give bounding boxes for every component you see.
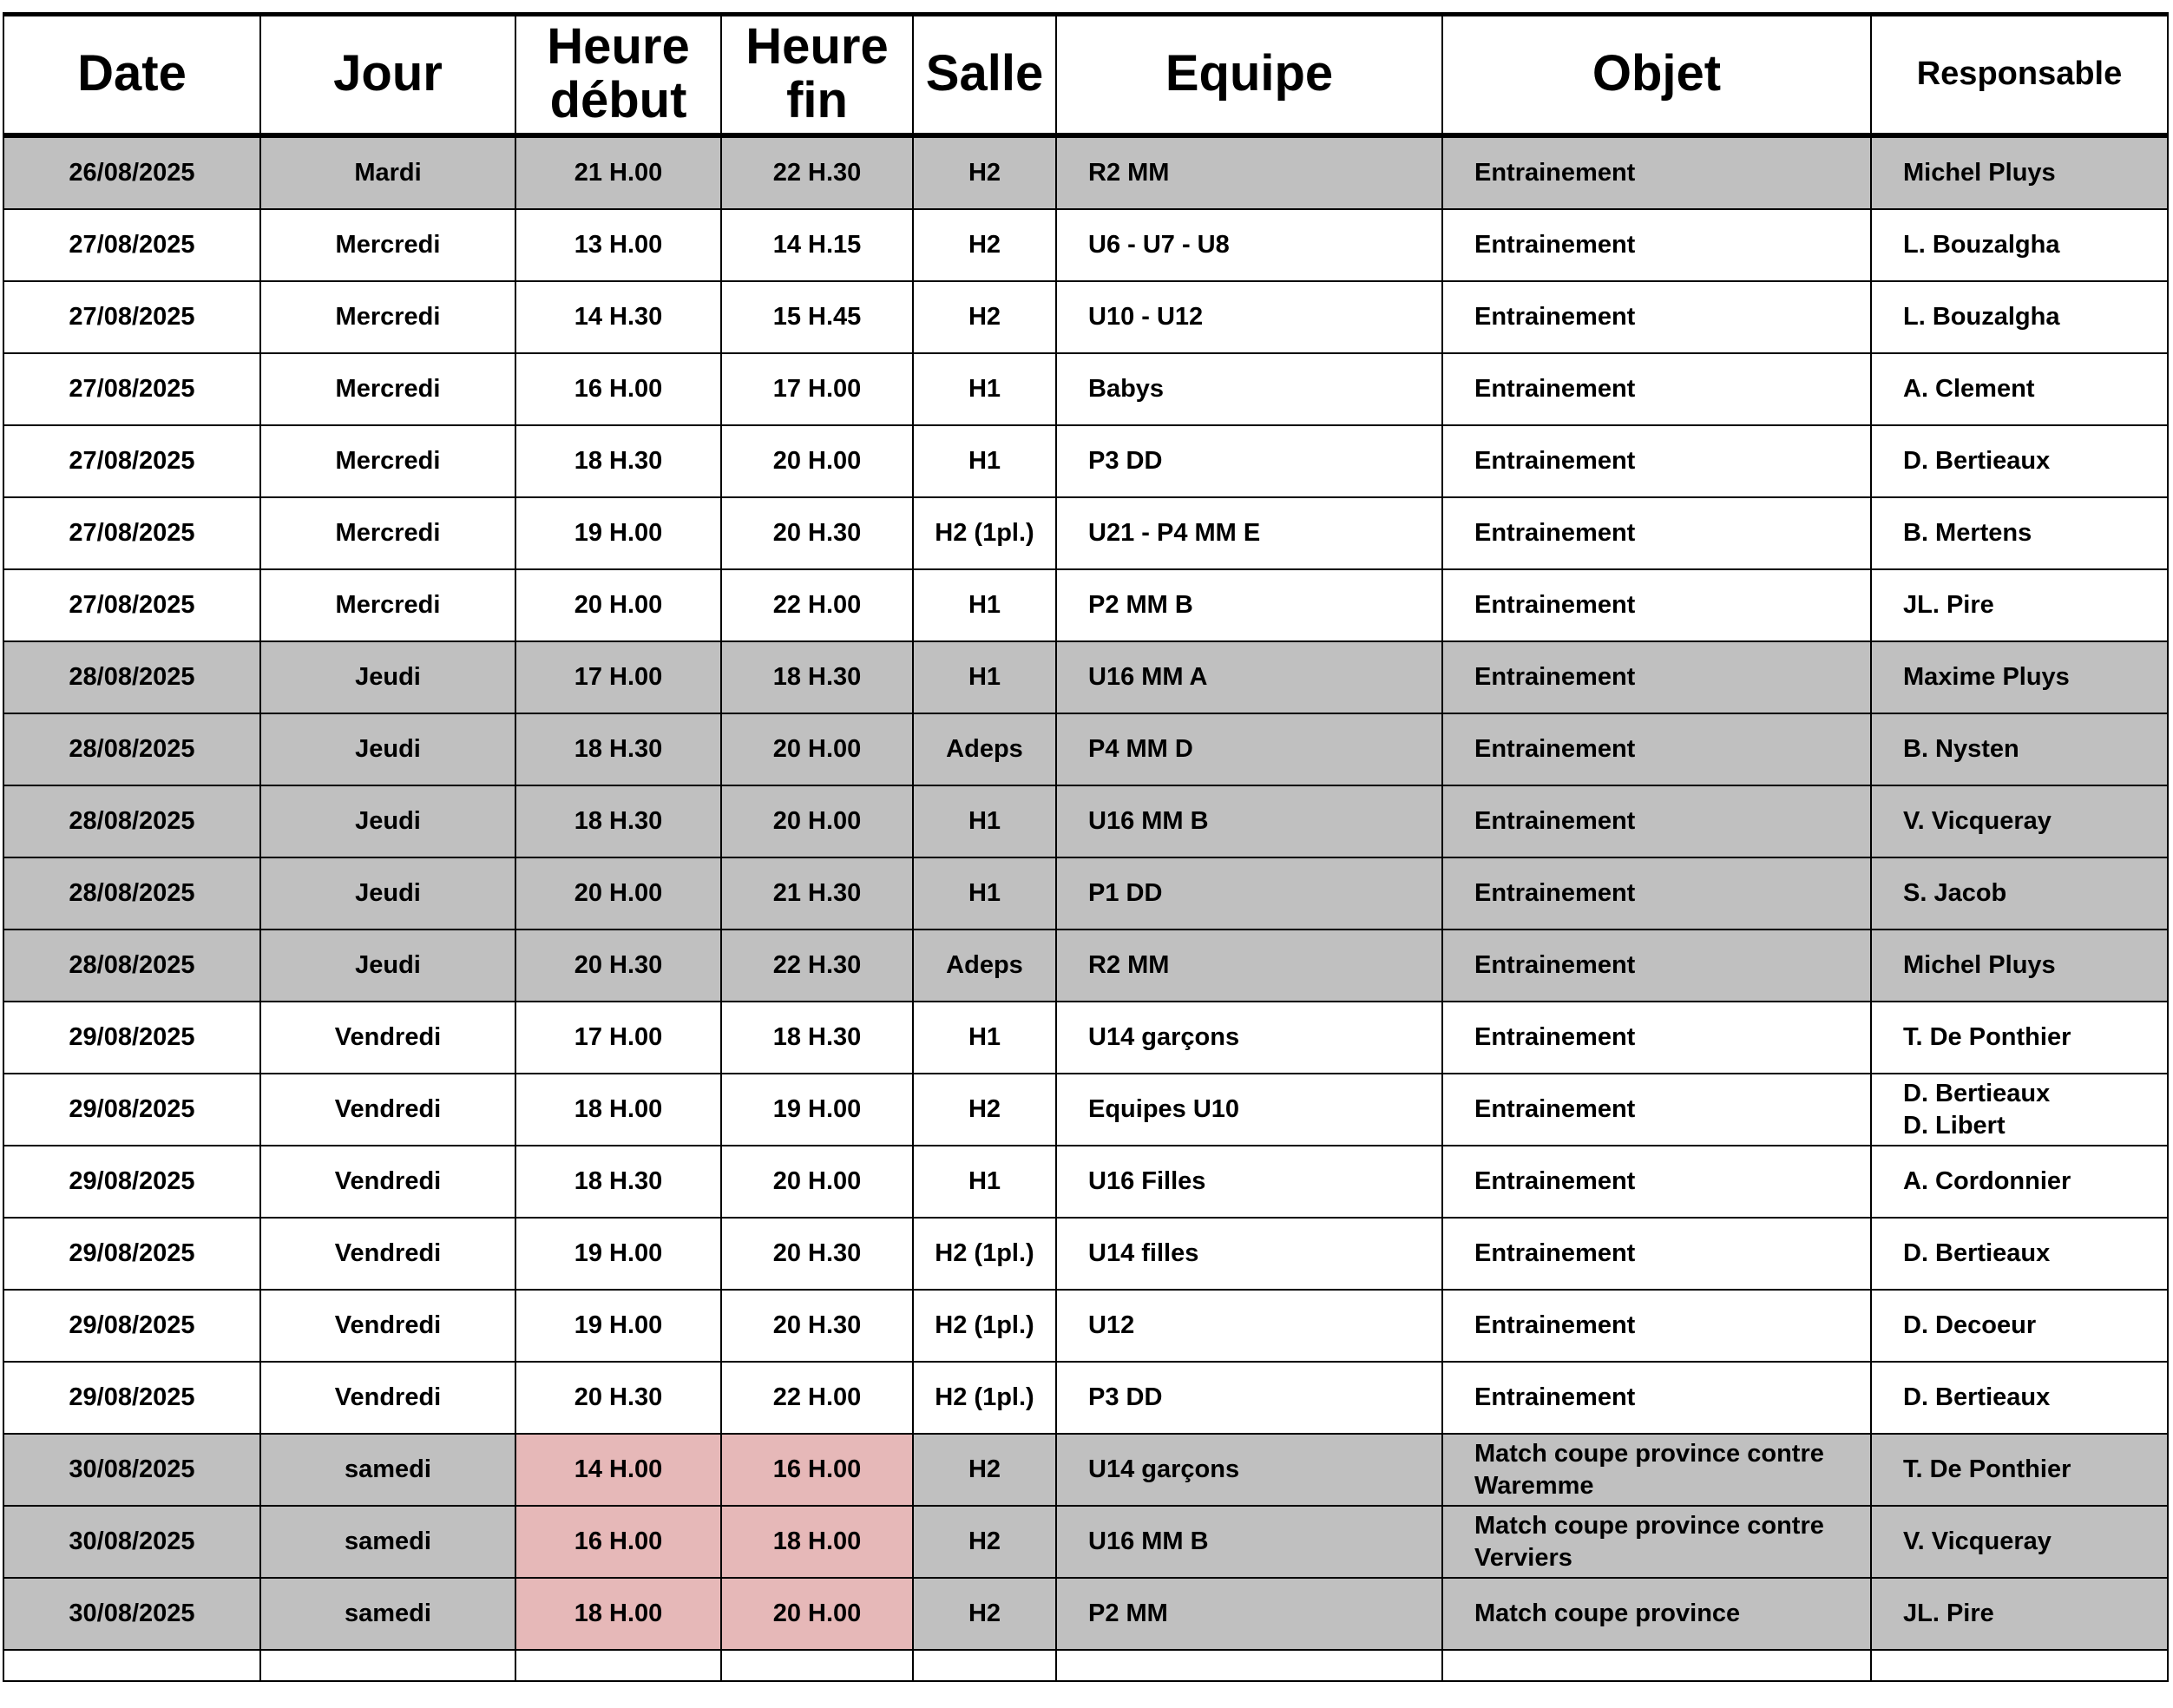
cell-jour: Vendredi <box>260 1218 515 1290</box>
cell-objet <box>1442 425 1871 497</box>
cell-heure-debut: 18 H.00 <box>515 1074 721 1146</box>
cell-salle: H2 <box>913 1434 1056 1506</box>
table-row <box>3 713 2168 785</box>
cell-heure-fin: 22 H.30 <box>721 930 913 1002</box>
cell-date: 30/08/2025 <box>3 1434 260 1506</box>
cell-objet-line: Waremme <box>1474 1471 1594 1500</box>
cell-heure-debut: 18 H.30 <box>515 425 721 497</box>
cell-objet <box>1442 641 1871 713</box>
empty-cell <box>721 1650 913 1681</box>
cell-objet <box>1442 1074 1871 1146</box>
cell-jour: samedi <box>260 1578 515 1650</box>
cell-equipe: U16 MM B <box>1056 785 1442 857</box>
cell-objet <box>1442 1290 1871 1362</box>
cell-objet-line: Entrainement <box>1474 1095 1636 1123</box>
cell-equipe: U16 MM B <box>1056 1506 1442 1578</box>
table-row <box>3 281 2168 353</box>
cell-objet <box>1442 135 1871 209</box>
cell-jour: Mercredi <box>260 209 515 281</box>
table-row <box>3 135 2168 209</box>
header-heure-debut <box>515 13 721 135</box>
cell-responsable <box>1871 497 2168 569</box>
empty-cell <box>260 1650 515 1681</box>
cell-salle: H1 <box>913 569 1056 641</box>
cell-heure-fin: 15 H.45 <box>721 281 913 353</box>
cell-responsable <box>1871 1074 2168 1146</box>
cell-salle: H2 <box>913 281 1056 353</box>
cell-equipe: U14 filles <box>1056 1218 1442 1290</box>
empty-cell <box>1871 1650 2168 1681</box>
cell-responsable <box>1871 1146 2168 1218</box>
cell-objet-line: Match coupe province contre <box>1474 1511 1824 1540</box>
cell-jour: Mercredi <box>260 281 515 353</box>
header-objet: Objet <box>1442 13 1871 135</box>
table-row-empty <box>3 1650 2168 1681</box>
cell-jour: Jeudi <box>260 857 515 930</box>
cell-date: 30/08/2025 <box>3 1506 260 1578</box>
table-row <box>3 857 2168 930</box>
table-row <box>3 1578 2168 1650</box>
cell-heure-fin: 20 H.00 <box>721 713 913 785</box>
cell-heure-debut: 19 H.00 <box>515 1218 721 1290</box>
cell-heure-debut: 18 H.00 <box>515 1578 721 1650</box>
cell-responsable-line: A. Clement <box>1903 375 2035 403</box>
cell-heure-debut: 19 H.00 <box>515 1290 721 1362</box>
cell-salle: Adeps <box>913 713 1056 785</box>
cell-heure-debut: 17 H.00 <box>515 641 721 713</box>
cell-responsable-line: D. Libert <box>1903 1111 2006 1140</box>
cell-heure-fin: 14 H.15 <box>721 209 913 281</box>
header-heure-debut-line1: Heure <box>547 17 690 75</box>
cell-responsable-line: A. Cordonnier <box>1903 1167 2071 1195</box>
cell-heure-fin: 22 H.30 <box>721 135 913 209</box>
cell-heure-fin: 20 H.00 <box>721 1578 913 1650</box>
cell-responsable-line: D. Bertieaux <box>1903 1079 2051 1107</box>
cell-responsable <box>1871 281 2168 353</box>
cell-heure-fin: 20 H.00 <box>721 1146 913 1218</box>
empty-cell <box>1056 1650 1442 1681</box>
empty-cell <box>515 1650 721 1681</box>
table-row <box>3 209 2168 281</box>
table-row <box>3 1290 2168 1362</box>
cell-responsable-line: D. Bertieaux <box>1903 1239 2051 1267</box>
cell-equipe: R2 MM <box>1056 135 1442 209</box>
cell-responsable <box>1871 425 2168 497</box>
cell-objet <box>1442 1002 1871 1074</box>
cell-salle: H2 <box>913 1506 1056 1578</box>
cell-equipe: U10 - U12 <box>1056 281 1442 353</box>
cell-objet <box>1442 209 1871 281</box>
cell-date: 27/08/2025 <box>3 209 260 281</box>
cell-responsable-line: Michel Pluys <box>1903 159 2056 187</box>
schedule-body <box>3 135 2168 1681</box>
cell-date: 28/08/2025 <box>3 713 260 785</box>
cell-responsable <box>1871 857 2168 930</box>
cell-date: 28/08/2025 <box>3 785 260 857</box>
cell-objet-line: Entrainement <box>1474 1311 1636 1339</box>
cell-responsable <box>1871 1218 2168 1290</box>
cell-objet <box>1442 281 1871 353</box>
cell-salle: H2 (1pl.) <box>913 497 1056 569</box>
cell-jour: Jeudi <box>260 930 515 1002</box>
table-row <box>3 785 2168 857</box>
cell-date: 27/08/2025 <box>3 281 260 353</box>
cell-heure-fin: 20 H.00 <box>721 425 913 497</box>
cell-jour: Vendredi <box>260 1146 515 1218</box>
cell-heure-debut: 20 H.00 <box>515 857 721 930</box>
cell-jour: Jeudi <box>260 785 515 857</box>
cell-objet <box>1442 1506 1871 1578</box>
cell-responsable <box>1871 209 2168 281</box>
cell-heure-fin: 19 H.00 <box>721 1074 913 1146</box>
cell-responsable-line: B. Nysten <box>1903 735 2019 763</box>
empty-cell <box>3 1650 260 1681</box>
cell-responsable-line: L. Bouzalgha <box>1903 303 2060 331</box>
cell-objet-line: Entrainement <box>1474 1167 1636 1195</box>
header-salle: Salle <box>913 13 1056 135</box>
cell-heure-debut: 17 H.00 <box>515 1002 721 1074</box>
cell-objet <box>1442 1434 1871 1506</box>
cell-responsable-line: B. Mertens <box>1903 519 2032 547</box>
cell-salle: H2 <box>913 135 1056 209</box>
cell-date: 29/08/2025 <box>3 1002 260 1074</box>
cell-responsable-line: V. Vicqueray <box>1903 1527 2052 1555</box>
header-heure-debut-line2: début <box>549 71 687 128</box>
cell-jour: Mercredi <box>260 425 515 497</box>
cell-heure-fin: 18 H.30 <box>721 1002 913 1074</box>
cell-responsable <box>1871 1290 2168 1362</box>
cell-objet-line: Entrainement <box>1474 303 1636 331</box>
cell-responsable-line: JL. Pire <box>1903 591 1994 619</box>
table-row <box>3 497 2168 569</box>
table-row <box>3 641 2168 713</box>
cell-jour: Mercredi <box>260 353 515 425</box>
cell-salle: H2 (1pl.) <box>913 1218 1056 1290</box>
cell-responsable-line: JL. Pire <box>1903 1600 1994 1627</box>
cell-responsable <box>1871 1578 2168 1650</box>
cell-salle: H2 <box>913 1074 1056 1146</box>
cell-objet-line: Entrainement <box>1474 447 1636 475</box>
cell-equipe: U16 MM A <box>1056 641 1442 713</box>
cell-salle: H1 <box>913 353 1056 425</box>
cell-objet-line: Match coupe province <box>1474 1600 1741 1627</box>
cell-objet-line: Entrainement <box>1474 807 1636 835</box>
cell-jour: samedi <box>260 1506 515 1578</box>
cell-date: 27/08/2025 <box>3 569 260 641</box>
table-row <box>3 1002 2168 1074</box>
cell-heure-debut: 19 H.00 <box>515 497 721 569</box>
cell-objet-line: Entrainement <box>1474 519 1636 547</box>
cell-heure-debut: 18 H.30 <box>515 713 721 785</box>
cell-objet-line: Entrainement <box>1474 1239 1636 1267</box>
cell-heure-debut: 20 H.00 <box>515 569 721 641</box>
cell-objet-line: Entrainement <box>1474 951 1636 979</box>
cell-heure-debut: 14 H.00 <box>515 1434 721 1506</box>
cell-jour: samedi <box>260 1434 515 1506</box>
cell-objet <box>1442 497 1871 569</box>
cell-date: 27/08/2025 <box>3 497 260 569</box>
cell-heure-fin: 20 H.00 <box>721 785 913 857</box>
cell-equipe: P3 DD <box>1056 425 1442 497</box>
cell-objet-line: Entrainement <box>1474 1023 1636 1051</box>
cell-objet-line: Entrainement <box>1474 735 1636 763</box>
cell-salle: H2 (1pl.) <box>913 1362 1056 1434</box>
cell-jour: Vendredi <box>260 1290 515 1362</box>
cell-jour: Jeudi <box>260 641 515 713</box>
table-row <box>3 569 2168 641</box>
cell-equipe: U21 - P4 MM E <box>1056 497 1442 569</box>
table-row <box>3 930 2168 1002</box>
cell-equipe: R2 MM <box>1056 930 1442 1002</box>
cell-responsable <box>1871 785 2168 857</box>
cell-responsable-line: T. De Ponthier <box>1903 1455 2071 1483</box>
cell-heure-fin: 20 H.30 <box>721 497 913 569</box>
cell-responsable <box>1871 1434 2168 1506</box>
cell-objet-line: Entrainement <box>1474 231 1636 259</box>
header-equipe: Equipe <box>1056 13 1442 135</box>
table-row <box>3 1362 2168 1434</box>
cell-objet <box>1442 353 1871 425</box>
cell-equipe: P4 MM D <box>1056 713 1442 785</box>
cell-objet-line: Verviers <box>1474 1543 1572 1572</box>
cell-objet-line: Entrainement <box>1474 159 1636 187</box>
cell-responsable-line: T. De Ponthier <box>1903 1023 2071 1051</box>
cell-salle: H1 <box>913 1146 1056 1218</box>
cell-date: 29/08/2025 <box>3 1218 260 1290</box>
cell-heure-fin: 16 H.00 <box>721 1434 913 1506</box>
cell-salle: H2 <box>913 1578 1056 1650</box>
cell-responsable <box>1871 641 2168 713</box>
cell-equipe: U14 garçons <box>1056 1434 1442 1506</box>
cell-jour: Vendredi <box>260 1074 515 1146</box>
table-row <box>3 1506 2168 1578</box>
cell-objet <box>1442 1578 1871 1650</box>
cell-heure-debut: 18 H.30 <box>515 785 721 857</box>
cell-date: 30/08/2025 <box>3 1578 260 1650</box>
header-heure-fin-line2: fin <box>786 71 848 128</box>
cell-heure-fin: 17 H.00 <box>721 353 913 425</box>
table-row <box>3 353 2168 425</box>
cell-responsable <box>1871 569 2168 641</box>
cell-objet-line: Entrainement <box>1474 879 1636 907</box>
cell-jour: Jeudi <box>260 713 515 785</box>
cell-equipe: U14 garçons <box>1056 1002 1442 1074</box>
cell-objet <box>1442 930 1871 1002</box>
cell-equipe: U16 Filles <box>1056 1146 1442 1218</box>
cell-heure-debut: 20 H.30 <box>515 930 721 1002</box>
cell-equipe: P2 MM <box>1056 1578 1442 1650</box>
cell-date: 29/08/2025 <box>3 1074 260 1146</box>
cell-heure-debut: 20 H.30 <box>515 1362 721 1434</box>
cell-objet-line: Entrainement <box>1474 663 1636 691</box>
cell-objet <box>1442 1146 1871 1218</box>
table-row <box>3 1218 2168 1290</box>
cell-equipe: U12 <box>1056 1290 1442 1362</box>
cell-objet <box>1442 569 1871 641</box>
cell-responsable-line: Michel Pluys <box>1903 951 2056 979</box>
cell-jour: Mercredi <box>260 569 515 641</box>
cell-responsable-line: D. Decoeur <box>1903 1311 2037 1339</box>
cell-responsable-line: L. Bouzalgha <box>1903 231 2060 259</box>
cell-responsable-line: Maxime Pluys <box>1903 663 2070 691</box>
cell-date: 28/08/2025 <box>3 857 260 930</box>
cell-date: 29/08/2025 <box>3 1290 260 1362</box>
cell-salle: H1 <box>913 785 1056 857</box>
cell-heure-fin: 20 H.30 <box>721 1218 913 1290</box>
cell-salle: H2 (1pl.) <box>913 1290 1056 1362</box>
empty-cell <box>913 1650 1056 1681</box>
cell-equipe: P1 DD <box>1056 857 1442 930</box>
cell-date: 27/08/2025 <box>3 425 260 497</box>
cell-equipe: Babys <box>1056 353 1442 425</box>
cell-objet-line: Entrainement <box>1474 375 1636 403</box>
header-heure-fin-line1: Heure <box>745 17 889 75</box>
table-row <box>3 425 2168 497</box>
cell-responsable-line: V. Vicqueray <box>1903 807 2052 835</box>
cell-objet <box>1442 1218 1871 1290</box>
cell-objet <box>1442 857 1871 930</box>
cell-equipe: P3 DD <box>1056 1362 1442 1434</box>
header-date: Date <box>3 13 260 135</box>
cell-heure-debut: 21 H.00 <box>515 135 721 209</box>
cell-heure-debut: 16 H.00 <box>515 353 721 425</box>
header-responsable: Responsable <box>1871 13 2168 135</box>
cell-date: 29/08/2025 <box>3 1362 260 1434</box>
cell-jour: Mercredi <box>260 497 515 569</box>
cell-jour: Vendredi <box>260 1002 515 1074</box>
cell-heure-fin: 22 H.00 <box>721 1362 913 1434</box>
table-row <box>3 1074 2168 1146</box>
header-row <box>3 13 2168 135</box>
cell-responsable <box>1871 1002 2168 1074</box>
cell-objet <box>1442 713 1871 785</box>
cell-heure-fin: 22 H.00 <box>721 569 913 641</box>
cell-heure-fin: 18 H.30 <box>721 641 913 713</box>
cell-salle: H1 <box>913 1002 1056 1074</box>
cell-salle: H1 <box>913 641 1056 713</box>
table-row <box>3 1146 2168 1218</box>
cell-salle: H2 <box>913 209 1056 281</box>
table-row <box>3 1434 2168 1506</box>
cell-heure-debut: 14 H.30 <box>515 281 721 353</box>
schedule-table <box>3 12 2169 1682</box>
cell-responsable <box>1871 353 2168 425</box>
cell-date: 29/08/2025 <box>3 1146 260 1218</box>
cell-heure-fin: 21 H.30 <box>721 857 913 930</box>
cell-equipe: P2 MM B <box>1056 569 1442 641</box>
cell-objet <box>1442 785 1871 857</box>
header-jour: Jour <box>260 13 515 135</box>
cell-jour: Mardi <box>260 135 515 209</box>
cell-heure-fin: 20 H.30 <box>721 1290 913 1362</box>
cell-responsable <box>1871 135 2168 209</box>
cell-date: 28/08/2025 <box>3 641 260 713</box>
cell-responsable-line: D. Bertieaux <box>1903 1383 2051 1411</box>
cell-responsable <box>1871 930 2168 1002</box>
cell-objet-line: Entrainement <box>1474 591 1636 619</box>
cell-responsable <box>1871 1506 2168 1578</box>
cell-responsable <box>1871 713 2168 785</box>
cell-responsable-line: D. Bertieaux <box>1903 447 2051 475</box>
cell-heure-debut: 16 H.00 <box>515 1506 721 1578</box>
cell-objet-line: Match coupe province contre <box>1474 1439 1824 1468</box>
header-heure-fin <box>721 13 913 135</box>
cell-equipe: U6 - U7 - U8 <box>1056 209 1442 281</box>
cell-heure-debut: 13 H.00 <box>515 209 721 281</box>
cell-salle: Adeps <box>913 930 1056 1002</box>
cell-objet-line: Entrainement <box>1474 1383 1636 1411</box>
cell-date: 26/08/2025 <box>3 135 260 209</box>
cell-date: 27/08/2025 <box>3 353 260 425</box>
cell-heure-debut: 18 H.30 <box>515 1146 721 1218</box>
cell-objet <box>1442 1362 1871 1434</box>
cell-salle: H1 <box>913 425 1056 497</box>
cell-equipe: Equipes U10 <box>1056 1074 1442 1146</box>
cell-heure-fin: 18 H.00 <box>721 1506 913 1578</box>
cell-jour: Vendredi <box>260 1362 515 1434</box>
cell-salle: H1 <box>913 857 1056 930</box>
cell-date: 28/08/2025 <box>3 930 260 1002</box>
cell-responsable <box>1871 1362 2168 1434</box>
cell-responsable-line: S. Jacob <box>1903 879 2007 907</box>
empty-cell <box>1442 1650 1871 1681</box>
